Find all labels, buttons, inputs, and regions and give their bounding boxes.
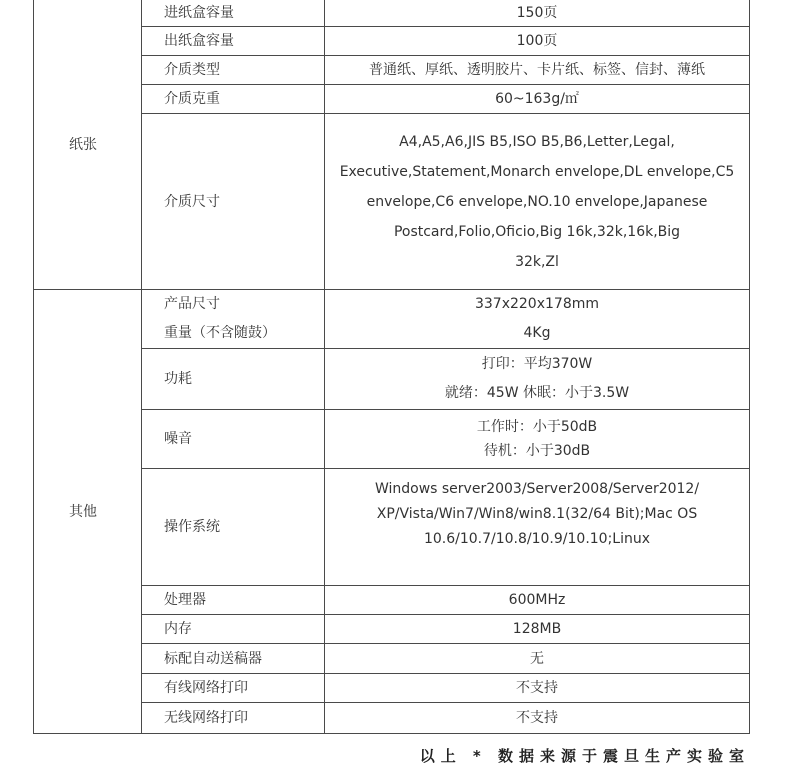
media-size-line: Executive,Statement,Monarch envelope,DL envelope,C5 xyxy=(339,163,735,180)
spec-value: 普通纸、厚纸、透明胶片、卡片纸、标签、信封、薄纸 xyxy=(325,56,750,85)
spec-name: 标配自动送稿器 xyxy=(142,644,325,674)
table-row xyxy=(34,85,750,114)
spec-name: 进纸盒容量 xyxy=(142,0,325,27)
table-row xyxy=(34,586,750,615)
media-size-line: Postcard,Folio,Oficio,Big 16k,32k,16k,Big xyxy=(393,223,681,240)
category-paper: 纸张 xyxy=(34,0,142,290)
spec-value-line: 337x220x178mm xyxy=(474,296,599,312)
spec-value: 128MB xyxy=(325,615,750,644)
spec-name: 出纸盒容量 xyxy=(142,27,325,56)
table-row xyxy=(34,644,750,674)
spec-name: 介质尺寸 xyxy=(142,114,325,290)
spec-value-line: 就绪：45W 休眠：小于3.5W xyxy=(444,385,630,401)
table-row xyxy=(34,0,750,27)
spec-table xyxy=(33,0,750,734)
spec-name: 介质类型 xyxy=(142,56,325,85)
table-row xyxy=(34,410,750,469)
spec-value: 60~163g/㎡ xyxy=(325,85,750,114)
spec-name: 内存 xyxy=(142,615,325,644)
spec-name: 功耗 xyxy=(142,349,325,410)
os-line: 10.6/10.7/10.8/10.9/10.10;Linux xyxy=(423,531,651,547)
spec-name xyxy=(142,290,325,349)
table-row xyxy=(34,27,750,56)
media-size-line: envelope,C6 envelope,NO.10 envelope,Japanese xyxy=(366,193,708,210)
category-other: 其他 xyxy=(34,290,142,734)
spec-value: 100页 xyxy=(325,27,750,56)
spec-value-line: 打印：平均370W xyxy=(481,356,593,372)
media-size-line: A4,A5,A6,JIS B5,ISO B5,B6,Letter,Legal, xyxy=(399,133,675,150)
spec-value: 无 xyxy=(325,644,750,674)
spec-value-line: 待机：小于30dB xyxy=(483,443,591,459)
table-row xyxy=(34,56,750,85)
spec-name: 无线网络打印 xyxy=(142,703,325,734)
table-row xyxy=(34,469,750,586)
spec-value: 150页 xyxy=(325,0,750,27)
spec-name: 有线网络打印 xyxy=(142,674,325,703)
table-row xyxy=(34,349,750,410)
table-row xyxy=(34,290,750,349)
data-source-note: 以上 * 数据来源于震旦生产实验室 xyxy=(419,747,750,765)
spec-value: 不支持 xyxy=(325,703,750,734)
spec-value: 600MHz xyxy=(325,586,750,615)
media-size-line: 32k,Zl xyxy=(515,253,559,270)
spec-name-line: 产品尺寸 xyxy=(164,296,220,312)
media-size-list xyxy=(325,114,750,290)
os-list xyxy=(325,469,750,586)
spec-name: 噪音 xyxy=(142,410,325,469)
spec-name: 介质克重 xyxy=(142,85,325,114)
spec-value xyxy=(325,410,750,469)
spec-value-line: 工作时：小于50dB xyxy=(476,419,598,435)
spec-value-line: 4Kg xyxy=(523,325,551,341)
spec-name-line: 重量（不含随鼓） xyxy=(164,325,276,341)
table-row xyxy=(34,674,750,703)
spec-name: 处理器 xyxy=(142,586,325,615)
table-row xyxy=(34,114,750,290)
spec-name: 操作系统 xyxy=(142,469,325,586)
spec-value xyxy=(325,290,750,349)
spec-value: 不支持 xyxy=(325,674,750,703)
table-row xyxy=(34,703,750,734)
os-line: Windows server2003/Server2008/Server2012/ xyxy=(374,481,700,497)
spec-value xyxy=(325,349,750,410)
table-row xyxy=(34,615,750,644)
os-line: XP/Vista/Win7/Win8/win8.1(32/64 Bit);Mac OS xyxy=(376,506,698,522)
